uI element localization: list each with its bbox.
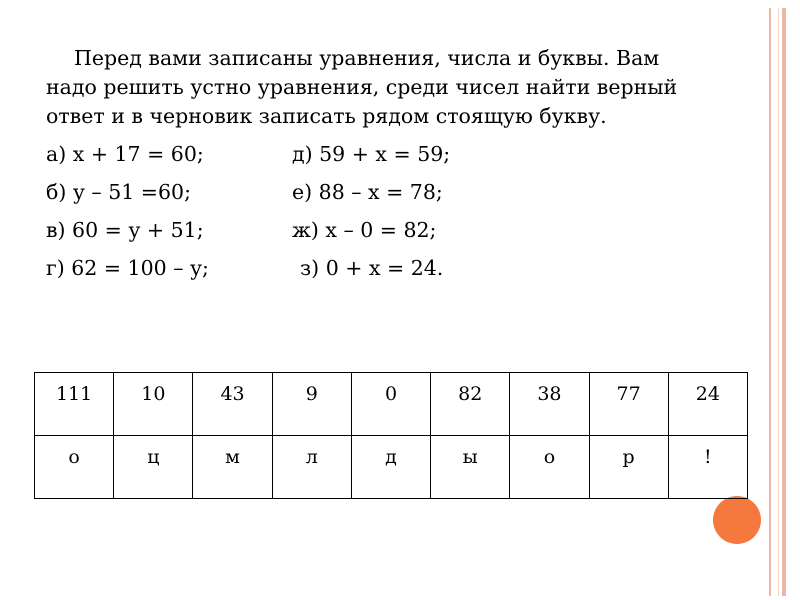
table-cell-letter: р — [589, 436, 668, 499]
table-cell-number: 10 — [114, 373, 193, 436]
letters-row — [35, 436, 748, 499]
slide-border-mid — [778, 8, 779, 596]
table-cell-number: 43 — [193, 373, 272, 436]
table-cell-letter: ы — [431, 436, 510, 499]
equation-v: в) 60 = у + 51; — [46, 218, 204, 242]
table-cell-number: 24 — [668, 373, 747, 436]
table-cell-number: 9 — [272, 373, 351, 436]
table-cell-letter: о — [35, 436, 114, 499]
table-cell-letter: о — [510, 436, 589, 499]
table-cell-letter: ! — [668, 436, 747, 499]
equation-e: е) 88 – х = 78; — [292, 180, 443, 204]
table-cell-number: 82 — [431, 373, 510, 436]
table-cell-letter: д — [351, 436, 430, 499]
equation-a: а) х + 17 = 60; — [46, 142, 204, 166]
equation-row — [46, 254, 696, 283]
equation-b: б) у – 51 =60; — [46, 180, 191, 204]
answer-key-table — [34, 372, 748, 499]
equation-d: д) 59 + х = 59; — [292, 142, 451, 166]
table-cell-letter: ц — [114, 436, 193, 499]
task-instructions: Перед вами записаны уравнения, числа и буквы. Вам надо решить устно уравнения, среди чисел найти верный ответ и в черновик записать рядом стоящую букву. — [46, 46, 678, 128]
equation-row — [46, 140, 696, 169]
table-cell-letter: л — [272, 436, 351, 499]
table-cell-number: 111 — [35, 373, 114, 436]
table-cell-number: 77 — [589, 373, 668, 436]
equation-row — [46, 216, 696, 245]
slide-border-inner — [769, 8, 771, 596]
decorative-circle-icon — [713, 496, 761, 544]
slide-border-outer — [782, 8, 786, 596]
equation-row — [46, 178, 696, 207]
table-cell-number: 38 — [510, 373, 589, 436]
equation-z: з) 0 + х = 24. — [300, 256, 444, 280]
task-text — [46, 44, 696, 292]
table-cell-number: 0 — [351, 373, 430, 436]
equation-zh: ж) х – 0 = 82; — [292, 218, 437, 242]
table-cell-letter: м — [193, 436, 272, 499]
numbers-row — [35, 373, 748, 436]
equation-g: г) 62 = 100 – у; — [46, 256, 209, 280]
